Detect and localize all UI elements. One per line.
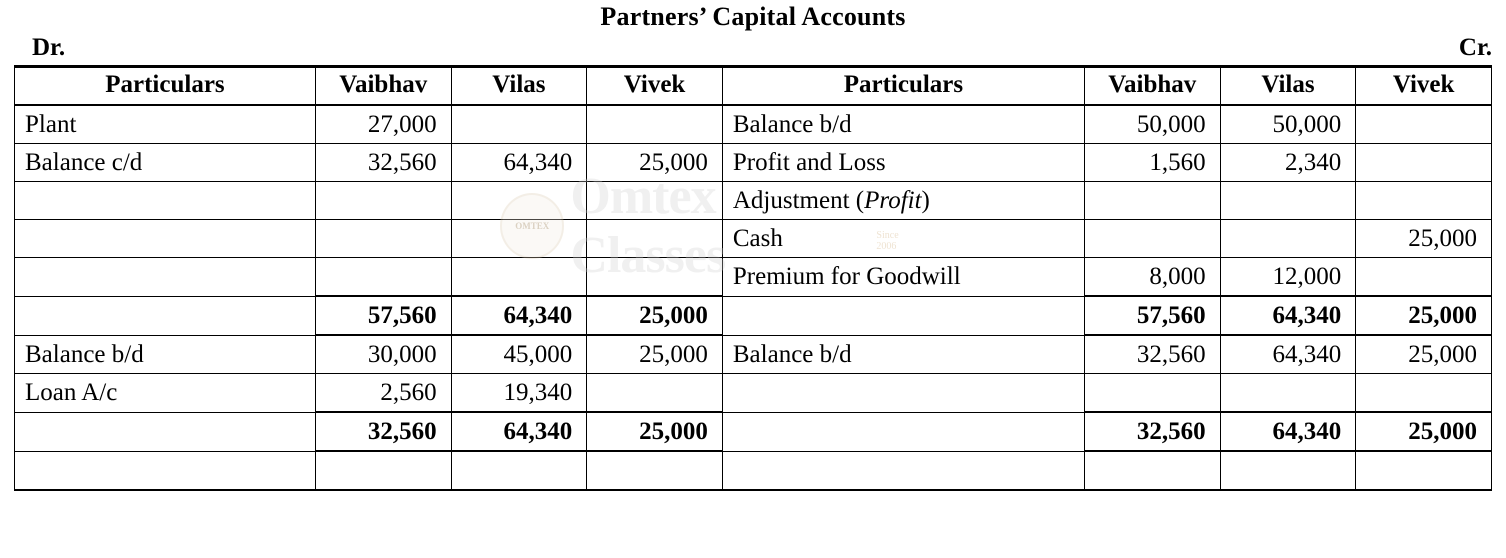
- table-row: [15, 144, 1492, 182]
- cell-left-particulars: Balance c/d: [25, 149, 143, 176]
- blank-cell: [316, 452, 451, 489]
- cell-right-vaibhav: 32,560: [1136, 341, 1206, 368]
- table-row: [15, 105, 1492, 144]
- dr-cr-row: [0, 32, 1506, 65]
- cell-right-vivek: [1356, 144, 1491, 181]
- cell-right-total-vaibhav: 57,560: [1136, 302, 1206, 329]
- cell-right-total-label: [723, 297, 1084, 334]
- table-row: [15, 258, 1492, 297]
- cell-right-particulars: Balance b/d: [732, 111, 852, 138]
- cell-right-vivek: [1356, 106, 1491, 143]
- cell-left-vaibhav: 30,000: [367, 341, 437, 368]
- cell-left-total-vivek: 25,000: [639, 302, 708, 329]
- header-left-vivek: Vivek: [587, 67, 723, 106]
- cell-left-vaibhav: 32,560: [367, 149, 437, 176]
- cell-right-total2-vilas: 64,340: [1272, 418, 1342, 445]
- cell-right-vilas: 50,000: [1272, 111, 1342, 138]
- cell-left-total-label: [15, 297, 315, 334]
- cell-left-total2-vilas: 64,340: [503, 418, 573, 445]
- blank-cell: [1085, 452, 1220, 489]
- cell-right-total2-vivek: 25,000: [1408, 418, 1477, 445]
- cell-right-total-vilas: 64,340: [1272, 302, 1342, 329]
- header-right-vaibhav: Vaibhav: [1084, 67, 1220, 106]
- cell-left-vilas: 19,340: [503, 379, 573, 406]
- cell-left-particulars: Plant: [25, 111, 77, 138]
- cell-left-total2-vivek: 25,000: [639, 418, 708, 445]
- table-row: [15, 335, 1492, 374]
- header-left-vilas: Vilas: [451, 67, 587, 106]
- table-total-row: [15, 296, 1492, 335]
- cell-right-vilas: 64,340: [1272, 341, 1342, 368]
- cell-right-vilas: [1221, 182, 1356, 219]
- cell-left-particulars: Balance b/d: [25, 340, 144, 368]
- blank-cell: [723, 452, 1084, 489]
- cell-right-vivek: [1356, 374, 1491, 411]
- cell-right-vivek: 25,000: [1408, 225, 1477, 252]
- blank-cell: [452, 452, 587, 489]
- watermark-badge: OMTEX: [500, 193, 564, 259]
- cell-left-vivek: [587, 182, 722, 219]
- adjustment-text-post: ): [921, 187, 930, 214]
- cell-right-vilas: 12,000: [1272, 263, 1342, 290]
- cell-left-total-vaibhav: 57,560: [367, 302, 437, 329]
- adjustment-text-pre: Adjustment (: [732, 187, 865, 214]
- cell-right-vaibhav: [1085, 374, 1220, 411]
- watermark-subtext: Since 2006: [876, 230, 899, 252]
- capital-accounts-table: [14, 65, 1492, 491]
- header-right-vivek: Vivek: [1356, 67, 1492, 106]
- cell-right-particulars-adjustment: [723, 182, 1084, 219]
- cell-left-vaibhav: 27,000: [367, 111, 437, 138]
- cell-right-vilas: [1221, 374, 1356, 411]
- cell-right-vaibhav: [1085, 220, 1220, 257]
- cell-left-total2-vaibhav: 32,560: [367, 418, 437, 445]
- cell-left-vivek: [587, 106, 722, 143]
- cell-left-particulars: [15, 220, 315, 257]
- cell-left-vivek: 25,000: [639, 341, 708, 368]
- table-row: [15, 220, 1492, 258]
- cell-left-vivek: 25,000: [639, 149, 708, 176]
- cell-right-vivek: [1356, 258, 1491, 295]
- blank-cell: [1221, 452, 1356, 489]
- header-left-particulars: Particulars: [15, 67, 316, 106]
- cell-left-vilas: [452, 258, 587, 295]
- cell-left-particulars: [15, 258, 315, 295]
- cell-left-vaibhav: 2,560: [380, 379, 437, 406]
- cell-left-total2-label: [15, 413, 315, 450]
- blank-cell: [15, 452, 315, 489]
- table-total-row: [15, 412, 1492, 451]
- cell-left-vivek: [587, 258, 722, 295]
- blank-cell: [587, 452, 722, 489]
- cell-left-vaibhav: [316, 182, 451, 219]
- cell-left-particulars: Loan A/c: [25, 379, 118, 406]
- watermark-text: Omtex Classes: [570, 168, 726, 284]
- cell-right-vaibhav: 50,000: [1136, 111, 1206, 138]
- cell-left-vivek: [587, 220, 722, 257]
- header-left-vaibhav: Vaibhav: [315, 67, 451, 106]
- cell-right-vaibhav: 1,560: [1149, 149, 1206, 176]
- cell-left-vaibhav: [316, 220, 451, 257]
- cell-left-vilas: [452, 220, 587, 257]
- cell-right-vivek: 25,000: [1408, 341, 1477, 368]
- table-row: [15, 182, 1492, 220]
- cell-right-vilas: [1221, 220, 1356, 257]
- dr-label: Dr.: [32, 34, 66, 61]
- cell-left-vilas: [452, 182, 587, 219]
- cell-right-vilas: 2,340: [1285, 149, 1342, 176]
- table-row: [15, 374, 1492, 413]
- header-right-particulars: Particulars: [722, 67, 1084, 106]
- adjustment-text-emphasis: Profit: [864, 187, 922, 214]
- cell-right-vaibhav: [1085, 182, 1220, 219]
- cell-right-vivek: [1356, 182, 1491, 219]
- cell-right-total2-label: [723, 413, 1084, 450]
- cell-left-vivek: [587, 374, 722, 411]
- cell-left-vilas: 64,340: [503, 149, 573, 176]
- cell-right-total-vivek: 25,000: [1408, 302, 1477, 329]
- table-header-row: [15, 67, 1492, 106]
- cell-right-particulars: Profit and Loss: [732, 149, 886, 176]
- cell-left-vilas: 45,000: [503, 341, 573, 368]
- cell-left-particulars: [15, 182, 315, 219]
- cell-right-particulars: Cash: [732, 225, 783, 252]
- cell-right-particulars: Premium for Goodwill: [732, 263, 961, 290]
- cell-right-vaibhav: 8,000: [1149, 263, 1206, 290]
- header-right-vilas: Vilas: [1220, 67, 1356, 106]
- blank-cell: [1356, 452, 1491, 489]
- cell-right-particulars: Balance b/d: [732, 340, 852, 368]
- cell-left-total-vilas: 64,340: [503, 302, 573, 329]
- page-title: Partners’ Capital Accounts: [600, 2, 906, 31]
- cell-left-vilas: [452, 106, 587, 143]
- table-row-blank: [15, 451, 1492, 490]
- cell-right-particulars: [723, 374, 1084, 411]
- cell-right-total2-vaibhav: 32,560: [1136, 418, 1206, 445]
- cell-left-vaibhav: [316, 258, 451, 295]
- cr-label: Cr.: [1458, 34, 1492, 61]
